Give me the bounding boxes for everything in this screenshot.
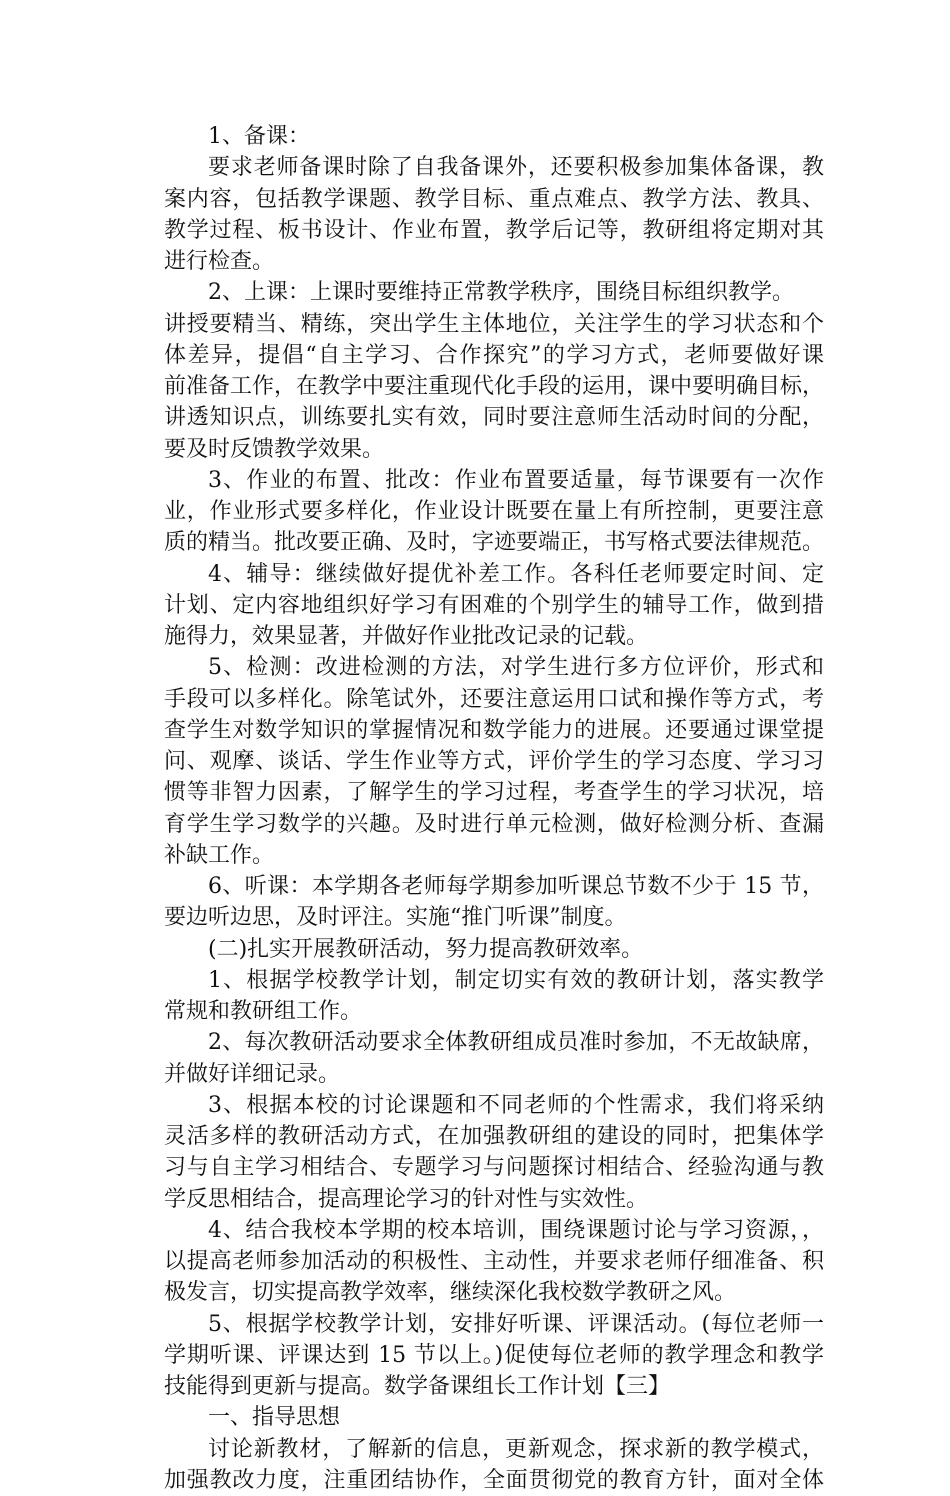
text-line: 5、根据学校教学计划，安排好听课、评课活动。(每位老师一 bbox=[208, 1311, 824, 1337]
text-line: 手段可以多样化。除笔试外，还要注意运用口试和操作等方式，考 bbox=[164, 686, 824, 712]
text-line: 教学过程、板书设计、作业布置，教学后记等，教研组将定期对其 bbox=[164, 217, 824, 243]
document-body bbox=[164, 121, 824, 1496]
text-line: 2、每次教研活动要求全体教研组成员准时参加，不无故缺席， bbox=[208, 1030, 824, 1056]
text-line: 学反思相结合，提高理论学习的针对性与实效性。 bbox=[164, 1186, 649, 1212]
text-line: 计划、定内容地组织好学习有困难的个别学生的辅导工作，做到措 bbox=[164, 592, 824, 618]
text-line: 要求老师备课时除了自我备课外，还要积极参加集体备课，教 bbox=[208, 155, 824, 181]
text-line: 讲授要精当、精练，突出学生主体地位，关注学生的学习状态和个 bbox=[164, 311, 824, 337]
text-line: 4、结合我校本学期的校本培训，围绕课题讨论与学习资源，， bbox=[208, 1217, 824, 1243]
text-line: 前准备工作，在教学中要注重现代化手段的运用，课中要明确目标， bbox=[164, 374, 824, 399]
section-heading: 一、指导思想 bbox=[208, 1405, 341, 1431]
text-line: 以提高老师参加活动的积极性、主动性，并要求老师仔细准备、积 bbox=[164, 1249, 824, 1274]
text-line: 4、辅导：继续做好提优补差工作。各科任老师要定时间、定 bbox=[208, 561, 824, 587]
text-line: 1、根据学校教学计划，制定切实有效的教研计划，落实教学 bbox=[208, 967, 824, 993]
text-line: 6、听课：本学期各老师每学期参加听课总节数不少于 15 节， bbox=[208, 874, 824, 899]
text-line: 育学生学习数学的兴趣。及时进行单元检测，做好检测分析、查漏 bbox=[164, 811, 824, 837]
text-line: 学期听课、评课达到 15 节以上。)促使每位老师的教学理念和教学 bbox=[164, 1342, 824, 1368]
section-heading: (二)扎实开展教研活动，努力提高教研效率。 bbox=[208, 936, 644, 962]
text-line: 补缺工作。 bbox=[164, 842, 275, 868]
text-line: 极发言，切实提高教学效率，继续深化我校数学教研之风。 bbox=[164, 1280, 737, 1306]
text-line: 习与自主学习相结合、专题学习与问题探讨相结合、经验沟通与教 bbox=[164, 1155, 824, 1181]
text-line: 案内容，包括教学课题、教学目标、重点难点、教学方法、教具、 bbox=[164, 186, 824, 212]
text-line: 5、检测：改进检测的方法，对学生进行多方位评价，形式和 bbox=[208, 655, 824, 681]
text-line: 施得力，效果显著，并做好作业批改记录的记载。 bbox=[164, 624, 649, 649]
text-line: 2、上课：上课时要维持正常教学秩序，围绕目标组织教学。 bbox=[208, 280, 794, 306]
text-line: 3、根据本校的讨论课题和不同老师的个性需求，我们将采纳 bbox=[208, 1092, 824, 1118]
text-line: 技能得到更新与提高。数学备课组长工作计划【三】 bbox=[164, 1374, 671, 1399]
text-line: 惯等非智力因素，了解学生的学习过程，考查学生的学习状况，培 bbox=[164, 780, 824, 806]
text-line: 常规和教研组工作。 bbox=[164, 999, 363, 1024]
text-line: 3、作业的布置、批改：作业布置要适量，每节课要有一次作 bbox=[208, 467, 824, 493]
text-line: 进行检查。 bbox=[164, 249, 275, 274]
text-line: 讨论新教材，了解新的信息，更新观念，探求新的教学模式， bbox=[208, 1436, 824, 1462]
text-line: 要及时反馈教学效果。 bbox=[164, 436, 385, 462]
text-line: 问、观摩、谈话、学生作业等方式，评价学生的学习态度、学习习 bbox=[164, 749, 824, 774]
text-line: 1、备课： bbox=[208, 124, 310, 149]
text-line: 查学生对数学知识的掌握情况和数学能力的进展。还要通过课堂提 bbox=[164, 717, 824, 743]
text-line: 加强教改力度，注重团结协作，全面贯彻党的教育方针，面对全体 bbox=[164, 1467, 824, 1493]
text-line: 灵活多样的教研活动方式，在加强教研组的建设的同时，把集体学 bbox=[164, 1124, 824, 1149]
text-line: 讲透知识点，训练要扎实有效，同时要注意师生活动时间的分配， bbox=[164, 405, 824, 431]
text-line: 质的精当。批改要正确、及时，字迹要端正，书写格式要法律规范。 bbox=[164, 530, 824, 556]
text-line: 要边听边思，及时评注。实施“推门听课”制度。 bbox=[164, 905, 627, 931]
text-line: 体差异，提倡“自主学习、合作探究”的学习方式，老师要做好课 bbox=[164, 342, 824, 368]
text-line: 业，作业形式要多样化，作业设计既要在量上有所控制，更要注意 bbox=[164, 499, 824, 524]
text-line: 并做好详细记录。 bbox=[164, 1061, 341, 1087]
